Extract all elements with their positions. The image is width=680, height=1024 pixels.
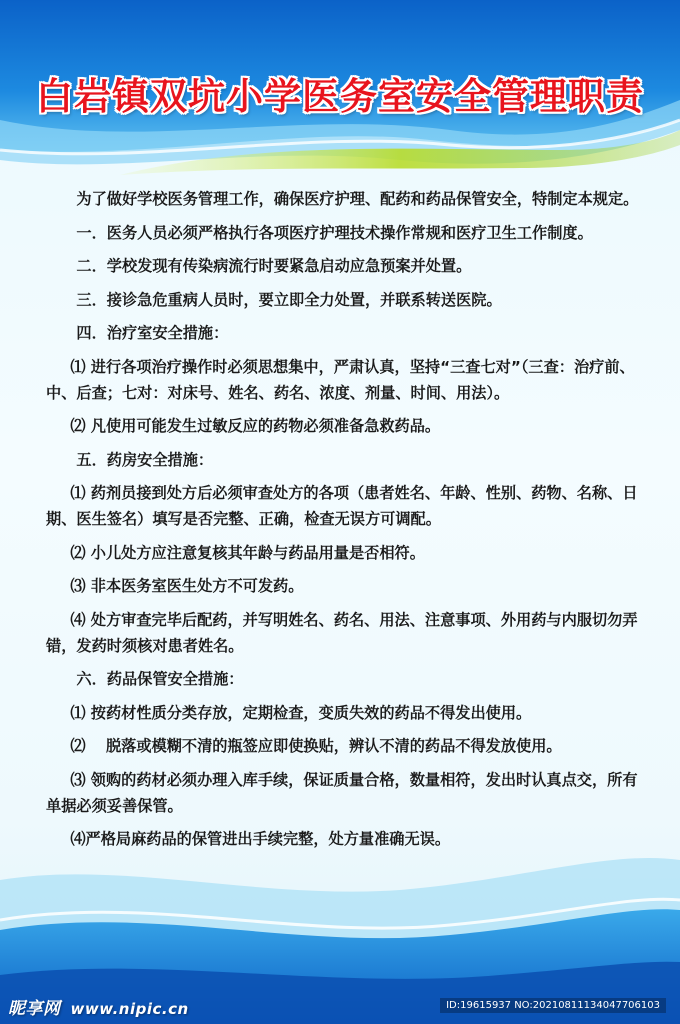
paragraph-section-3: 三．接诊急危重病人员时，要立即全力处置，并联系转送医院。 [76,290,502,309]
regulation-body [46,186,642,860]
paragraph-section-6-item-4: ⑷严格局麻药品的保管进出手续完整，处方量准确无误。 [70,830,450,848]
poster-title: 白岩镇双坑小学医务室安全管理职责 [36,75,644,118]
paragraph-section-4-heading: 四．治疗室安全措施： [76,324,229,342]
paragraph-section-4-item-1: ⑴ 进行各项治疗操作时必须思想集中，严肃认真，坚持“三查七对”（三查：治疗前、中、后查；七对：对床号、姓名、药名、浓度、剂量、时间、用法）。 [46,357,635,402]
watermark-logo [8,994,189,1019]
paragraph-section-6-item-3: ⑶ 领购的药材必须办理入库手续，保证质量合格，数量相符，发出时认真点交，所有单据必须妥善保管。 [46,770,638,815]
paragraph-section-5-item-4: ⑷ 处方审查完毕后配药，并写明姓名、药名、用法、注意事项、外用药与内服切勿弄错，发药时须核对患者姓名。 [46,610,638,655]
paragraph-section-4-item-2: ⑵ 凡使用可能发生过敏反应的药物必须准备急救药品。 [70,417,441,435]
paragraph-section-6-item-2: ⑵ 脱落或模糊不清的瓶签应即使换贴，辨认不清的药品不得发放使用。 [70,737,562,755]
paragraph-section-1: 一．医务人员必须严格执行各项医疗护理技术操作常规和医疗卫生工作制度。 [76,223,593,242]
watermark-url: www.nipic.cn [70,1000,189,1018]
paragraph-intro: 为了做好学校医务管理工作，确保医疗护理、配药和药品保管安全，特制定本规定。 [76,190,639,208]
paragraph-section-5-item-1: ⑴ 药剂员接到处方后必须审查处方的各项（患者姓名、年龄、性别、药物、名称、日期、医生签名）填写是否完整、正确，检查无误方可调配。 [46,484,638,528]
paragraph-section-6-item-1: ⑴ 按药材性质分类存放，定期检查，变质失效的药品不得发出使用。 [70,703,532,722]
paragraph-section-5-heading: 五．药房安全措施： [76,450,214,469]
paragraph-section-2: 二．学校发现有传染病流行时要紧急启动应急预案并处置。 [76,257,472,275]
paragraph-section-6-heading: 六．药品保管安全措施： [76,670,244,688]
paragraph-section-5-item-3: ⑶ 非本医务室医生处方不可发药。 [70,577,304,595]
watermark-id: ID:19615937 NO:20210811134047706103 [440,998,666,1013]
paragraph-section-5-item-2: ⑵ 小儿处方应注意复核其年龄与药品用量是否相符。 [70,543,425,562]
watermark-logo-text: 昵享网 [8,999,61,1019]
